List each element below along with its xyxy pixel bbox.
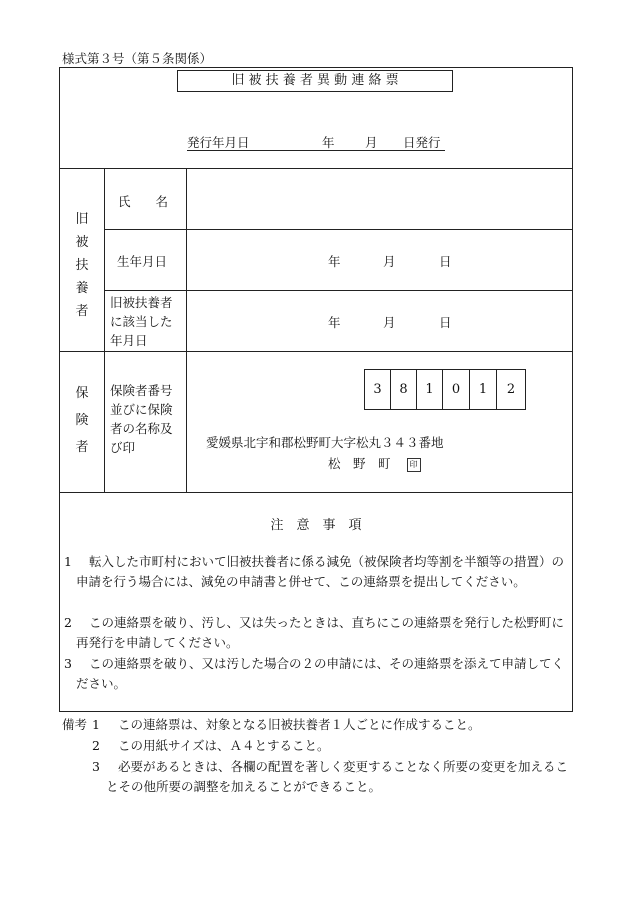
remark-item xyxy=(92,757,570,797)
note-number: 1 xyxy=(64,554,72,569)
remark-number: 2 xyxy=(92,738,100,753)
insurer-name xyxy=(328,454,421,472)
remark-text: この用紙サイズは、Ａ４とすること。 xyxy=(118,738,330,753)
label-char: 扶 xyxy=(75,258,89,273)
insurer-number-digit: 1 xyxy=(416,369,443,410)
note-text: この連絡票を破り、汚し、又は失ったときは、直ちにこの連絡票を発行した松野町に再発行を申請してください。 xyxy=(76,615,565,650)
remark-item xyxy=(92,715,570,735)
label-line: 者の名称及 xyxy=(110,421,173,436)
birth-year: 年 xyxy=(328,254,341,269)
became-dependent-label xyxy=(110,293,173,350)
label-line: に該当した xyxy=(110,314,173,329)
remark-text: この連絡票は、対象となる旧被扶養者１人ごとに作成すること。 xyxy=(118,717,481,732)
insurer-number-digit: 3 xyxy=(364,369,391,410)
became-month: 月 xyxy=(383,315,396,330)
remark-text: 必要があるときは、各欄の配置を著しく変更することなく所要の変更を加えることその他所要の調整を加えることができること。 xyxy=(106,759,569,794)
remark-number: 1 xyxy=(92,717,100,732)
label-char: 被 xyxy=(75,235,89,250)
label-char: 保 xyxy=(75,386,89,401)
insurer-name-text: 松 野 町 xyxy=(328,456,391,471)
birth-month: 月 xyxy=(383,254,396,269)
issue-date xyxy=(187,133,445,151)
divider xyxy=(186,168,187,492)
birth-date-field[interactable] xyxy=(188,233,570,287)
label-line: 年月日 xyxy=(110,333,148,348)
issue-month: 月 xyxy=(365,135,378,150)
label-char: 者 xyxy=(75,304,89,319)
insurer-address: 愛媛県北宇和郡松野町大字松丸３４３番地 xyxy=(206,435,444,450)
dependent-section-label xyxy=(72,208,92,323)
label-line: 保険者番号 xyxy=(110,383,173,398)
label-char: 養 xyxy=(75,281,89,296)
note-text: この連絡票を破り、又は汚した場合の２の申請には、その連絡票を添えて申請してください。 xyxy=(76,656,565,691)
note-text: 転入した市町村において旧被扶養者に係る減免（被保険者均等割を半額等の措置）の申請を行う場合には、減免の申請書と併せて、この連絡票を提出してください。 xyxy=(76,554,565,589)
divider xyxy=(104,229,573,230)
issue-day: 日発行 xyxy=(403,135,441,150)
label-line: び印 xyxy=(110,440,136,455)
note-item xyxy=(64,613,568,653)
divider xyxy=(59,492,573,493)
name-label: 氏 名 xyxy=(118,194,169,209)
became-dependent-date-field[interactable] xyxy=(188,294,570,348)
note-number: 2 xyxy=(64,615,72,630)
label-line: 旧被扶養者 xyxy=(110,295,173,310)
note-number: 3 xyxy=(64,656,72,671)
label-char: 者 xyxy=(75,440,89,455)
birth-day: 日 xyxy=(439,254,452,269)
became-day: 日 xyxy=(439,315,452,330)
form-label: 様式第３号（第５条関係） xyxy=(62,51,213,66)
label-line: 並びに保険 xyxy=(110,402,173,417)
insurer-number-digit: 2 xyxy=(496,369,526,410)
remark-number: 3 xyxy=(92,759,100,774)
form-title: 旧 被 扶 養 者 異 動 連 絡 票 xyxy=(177,70,453,92)
label-char: 旧 xyxy=(75,212,89,227)
remark-item xyxy=(92,736,570,756)
insurer-number-digit: 1 xyxy=(469,369,497,410)
insurer-number-digit: 8 xyxy=(390,369,417,410)
notes-title: 注 意 事 項 xyxy=(270,518,362,533)
issue-year: 年 xyxy=(322,135,335,150)
divider xyxy=(104,168,105,492)
issue-date-label: 発行年月日 xyxy=(187,135,250,150)
label-char: 険 xyxy=(75,413,89,428)
insurer-section-label xyxy=(72,380,92,461)
became-year: 年 xyxy=(328,315,341,330)
birth-date-label: 生年月日 xyxy=(117,254,168,269)
remarks-label: 備考 xyxy=(62,717,88,732)
seal-icon: 印 xyxy=(407,458,421,472)
divider xyxy=(59,168,573,169)
divider xyxy=(104,290,573,291)
insurer-field-label xyxy=(110,381,173,457)
note-item xyxy=(64,552,568,592)
name-field[interactable] xyxy=(188,172,570,226)
insurer-number-digit: 0 xyxy=(442,369,470,410)
note-item xyxy=(64,654,568,694)
divider xyxy=(59,351,573,352)
